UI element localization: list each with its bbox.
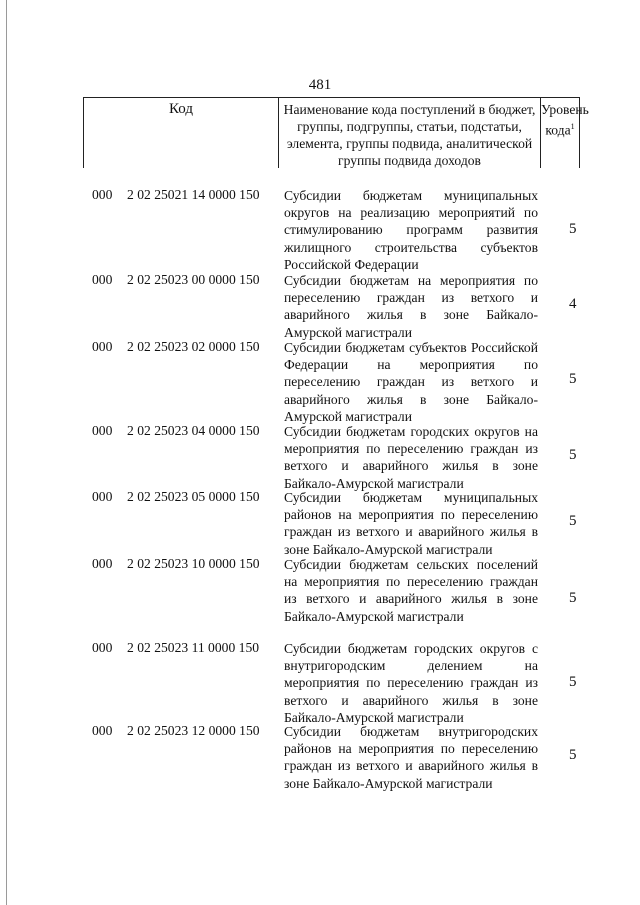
row-code: 2 02 25021 14 0000 150: [127, 187, 260, 202]
scan-edge-line: [6, 0, 7, 905]
row-name: Субсидии бюджетам городских округов на мероприятия по переселению граждан из ветхого и аварийного жилья в зоне Байкало-Амурской магистрали: [284, 424, 538, 491]
row-name: Субсидии бюджетам муниципальных округов на реализацию мероприятий по стимулированию программ развития жилищного строительства субъектов Российской Федерации: [284, 188, 538, 272]
row-prefix: 000: [92, 423, 113, 438]
row-level: 5: [569, 590, 577, 606]
row-name: Субсидии бюджетам сельских поселений на мероприятия по переселению граждан из ветхого и аварийного жилья в зоне Байкало-Амурской магистрали: [284, 557, 538, 624]
row-code: 2 02 25023 02 0000 150: [127, 339, 260, 354]
row-level: 5: [569, 513, 577, 529]
header-code: [84, 98, 279, 168]
row-prefix: 000: [92, 272, 113, 287]
row-code: 2 02 25023 12 0000 150: [127, 723, 260, 738]
table-header: [83, 97, 589, 168]
row-prefix: 000: [92, 489, 113, 504]
row-prefix: 000: [92, 723, 113, 738]
row-level: 5: [569, 747, 577, 763]
row-level: 5: [569, 221, 577, 237]
row-level: 5: [569, 674, 577, 690]
header-code-label: Код: [169, 101, 193, 117]
header-level-footnote: 1: [570, 122, 575, 131]
row-level: 5: [569, 371, 577, 387]
row-code: 2 02 25023 04 0000 150: [127, 423, 260, 438]
row-prefix: 000: [92, 187, 113, 202]
row-name: Субсидии бюджетам внутригородских районов на мероприятия по переселению граждан из ветхого и аварийного жилья в зоне Байкало-Амурской магистрали: [284, 724, 538, 791]
row-prefix: 000: [92, 339, 113, 354]
header-name: [279, 98, 541, 168]
row-code: 2 02 25023 10 0000 150: [127, 556, 260, 571]
row-name: Субсидии бюджетам городских округов с внутригородским делением на мероприятия по переселению граждан из ветхого и аварийного жилья в зоне Байкало-Амурской магистрали: [284, 641, 538, 725]
row-name: Субсидии бюджетам субъектов Российской Федерации на мероприятия по переселению граждан из ветхого и аварийного жилья в зоне Байкало-Амурской магистрали: [284, 340, 538, 424]
row-prefix: 000: [92, 640, 113, 655]
row-name: Субсидии бюджетам на мероприятия по переселению граждан из ветхого и аварийного жилья в зоне Байкало-Амурской магистрали: [284, 273, 538, 340]
row-code: 2 02 25023 00 0000 150: [127, 272, 260, 287]
row-code: 2 02 25023 11 0000 150: [127, 640, 260, 655]
row-level: 5: [569, 447, 577, 463]
header-level: [541, 98, 589, 168]
row-code: 2 02 25023 05 0000 150: [127, 489, 260, 504]
row-name: Субсидии бюджетам муниципальных районов на мероприятия по переселению граждан из ветхого и аварийного жилья в зоне Байкало-Амурской магистрали: [284, 490, 538, 557]
header-level-label: Уровень кода: [541, 102, 589, 138]
row-level: 4: [569, 296, 577, 312]
row-prefix: 000: [92, 556, 113, 571]
header-name-label: Наименование кода поступлений в бюджет, группы, подгруппы, статьи, подстатьи, элемента, группы подвида, аналитической группы подвида доходов: [283, 102, 536, 168]
page-number: 481: [308, 77, 332, 93]
